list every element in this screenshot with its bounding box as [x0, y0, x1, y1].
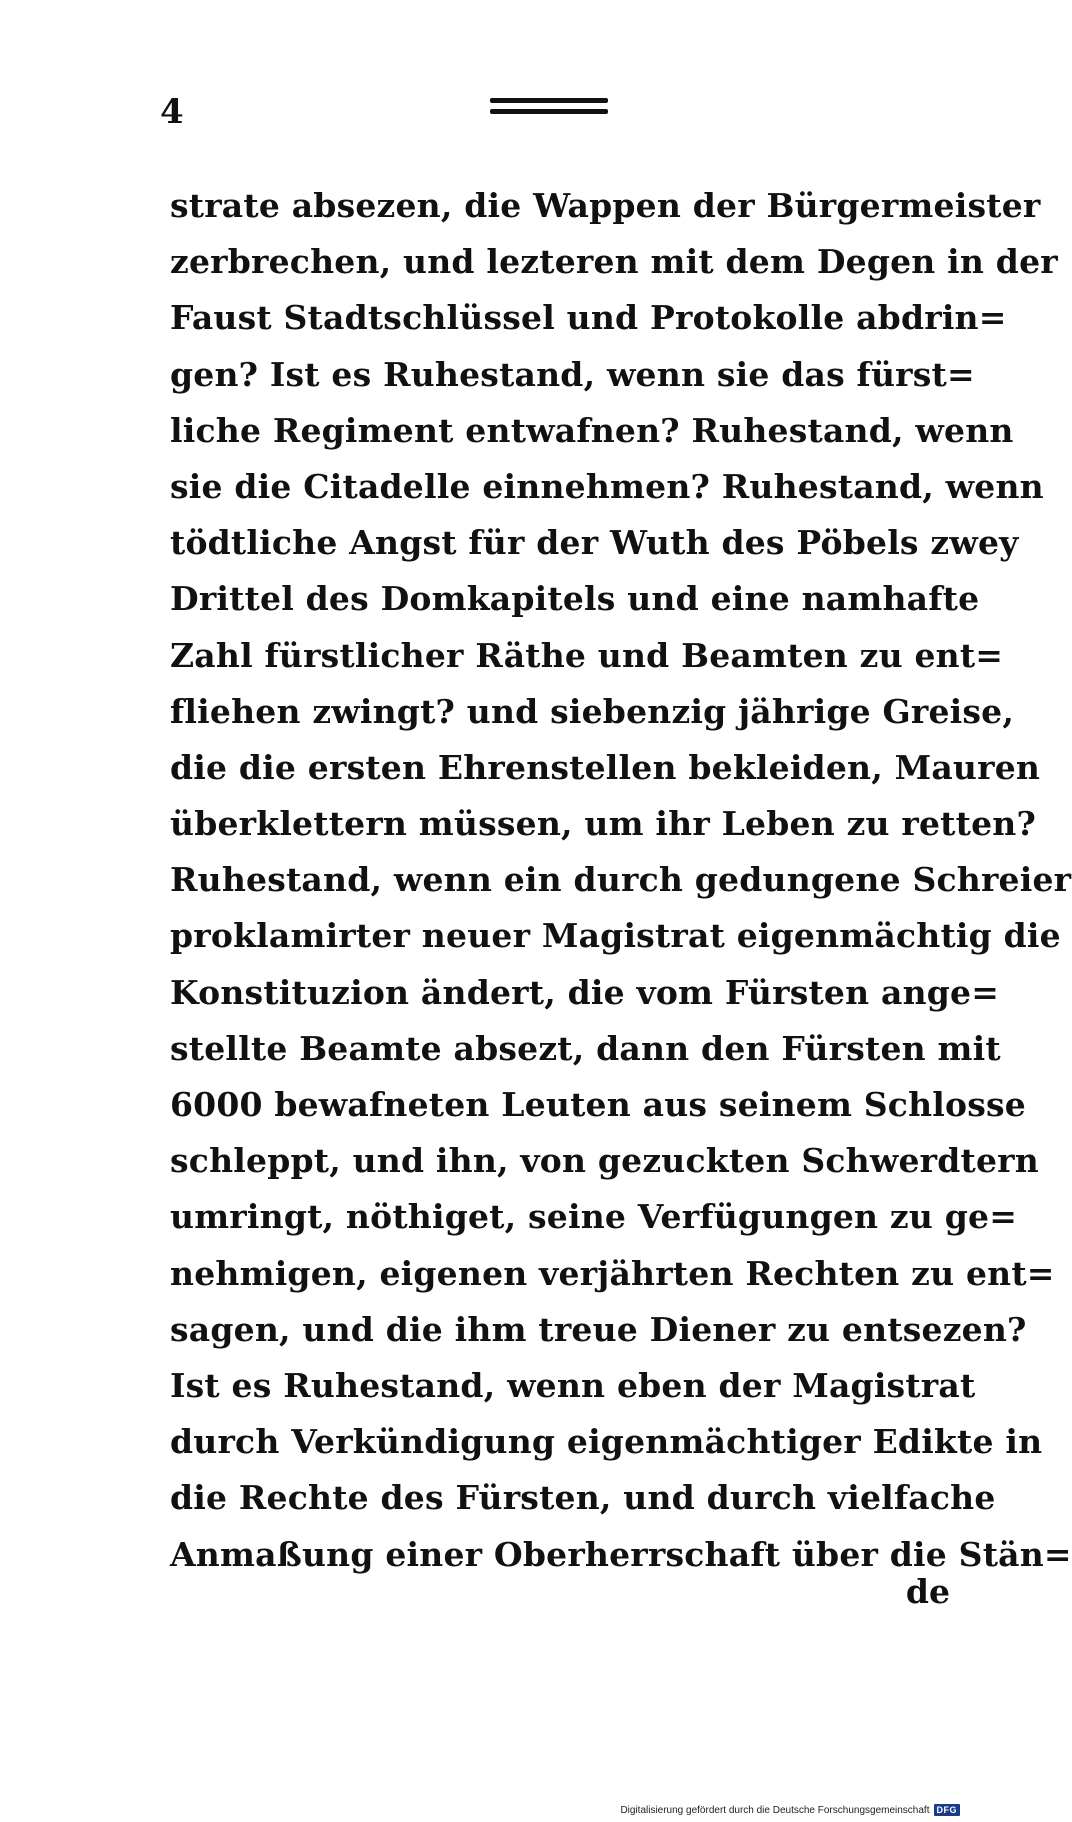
- text-line: überklettern müssen, um ihr Leben zu retten?: [170, 804, 1036, 844]
- text-line: die Rechte des Fürsten, und durch vielfache: [170, 1478, 996, 1518]
- header-ornament: [490, 98, 608, 116]
- body-text: [170, 178, 1072, 1583]
- text-line: Anmaßung einer Oberherrschaft über die Stän=: [170, 1534, 1072, 1574]
- text-line: sagen, und die ihm treue Diener zu entsezen?: [170, 1309, 1027, 1349]
- text-line: Konstituzion ändert, die vom Fürsten ange=: [170, 972, 1000, 1012]
- text-line: liche Regiment entwafnen? Ruhestand, wenn: [170, 410, 1014, 450]
- text-line: sie die Citadelle einnehmen? Ruhestand, wenn: [170, 466, 1044, 506]
- ornament-bar-top: [490, 98, 608, 103]
- dfg-logo-icon: DFG: [934, 1804, 961, 1816]
- text-line: strate absezen, die Wappen der Bürgermeister: [170, 186, 1041, 225]
- text-line: umringt, nöthiget, seine Verfügungen zu ge=: [170, 1197, 1018, 1237]
- text-line: Drittel des Domkapitels und eine namhafte: [170, 579, 980, 619]
- text-line: stellte Beamte absezt, dann den Fürsten mit: [170, 1028, 1001, 1068]
- text-line: Faust Stadtschlüssel und Protokolle abdrin=: [170, 298, 1007, 338]
- text-line: Zahl fürstlicher Räthe und Beamten zu ent=: [170, 635, 1004, 675]
- text-line: gen? Ist es Ruhestand, wenn sie das fürst=: [170, 354, 975, 394]
- page-number: 4: [160, 92, 184, 132]
- catchword: de: [905, 1572, 950, 1611]
- text-line: tödtliche Angst für der Wuth des Pöbels zwey: [170, 523, 1019, 563]
- footer-note-text: Digitalisierung gefördert durch die Deutsche Forschungsgemeinschaft: [620, 1804, 930, 1816]
- text-line: fliehen zwingt? und siebenzig jährige Greise,: [170, 691, 1015, 731]
- text-line: Ruhestand, wenn ein durch gedungene Schreier: [170, 860, 1072, 900]
- text-line: zerbrechen, und lezteren mit dem Degen in der: [170, 242, 1058, 282]
- text-line: proklamirter neuer Magistrat eigenmächtig die: [170, 916, 1061, 956]
- text-line: Ist es Ruhestand, wenn eben der Magistrat: [170, 1365, 976, 1405]
- text-line: 6000 bewafneten Leuten aus seinem Schlosse: [170, 1085, 1026, 1124]
- digitization-footer: [620, 1804, 960, 1816]
- text-line: durch Verkündigung eigenmächtiger Edikte in: [170, 1422, 1043, 1462]
- text-line: nehmigen, eigenen verjährten Rechten zu ent=: [170, 1253, 1055, 1293]
- text-line: schleppt, und ihn, von gezuckten Schwerdtern: [170, 1141, 1039, 1181]
- ornament-bar-bottom: [490, 109, 608, 114]
- text-line: die die ersten Ehrenstellen bekleiden, Mauren: [170, 747, 1041, 787]
